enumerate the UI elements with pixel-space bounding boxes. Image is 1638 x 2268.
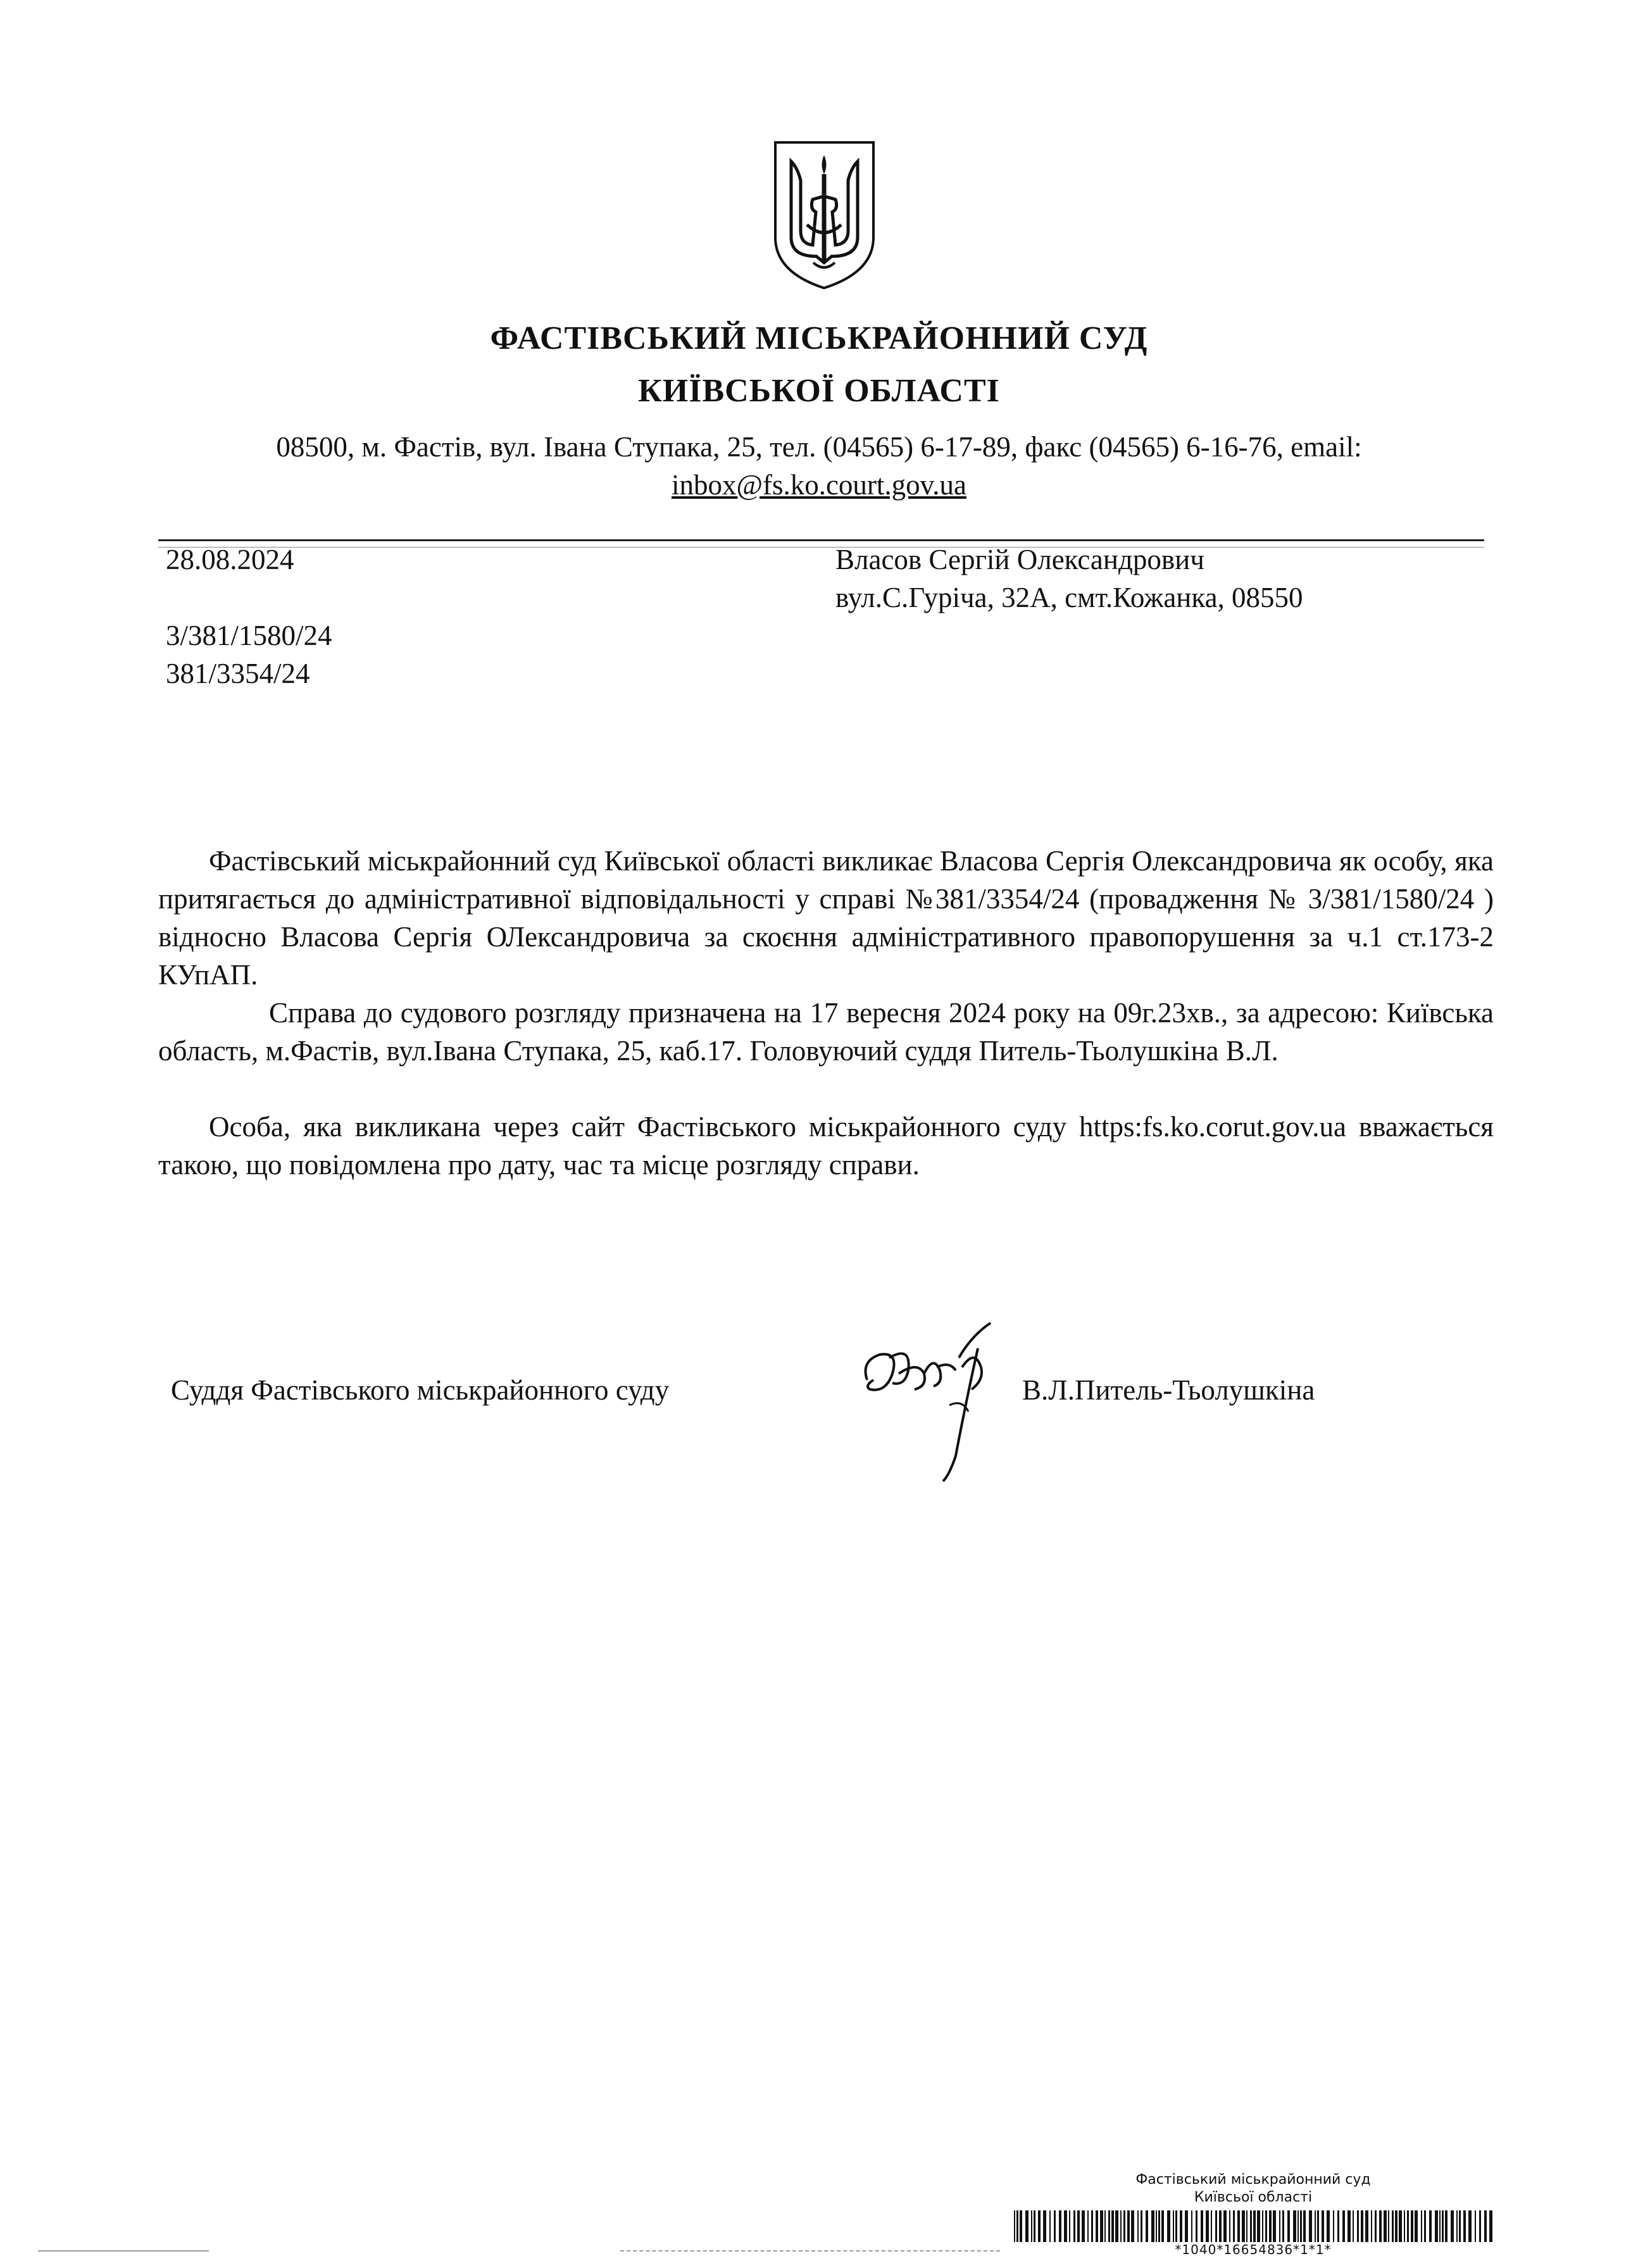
barcode-bar [1463, 2210, 1466, 2242]
barcode-bar [1439, 2210, 1441, 2242]
barcode-bar [1388, 2210, 1389, 2242]
barcode-bar [1415, 2210, 1418, 2242]
barcode-bar [1180, 2210, 1182, 2242]
barcode-bar [1445, 2210, 1447, 2242]
barcode-bar [1297, 2210, 1299, 2242]
barcode-bar [1333, 2210, 1334, 2242]
barcode-bar [1104, 2210, 1106, 2242]
barcode-bar [1161, 2210, 1164, 2242]
barcode-bar [1451, 2210, 1454, 2242]
barcode-bar [1201, 2210, 1203, 2242]
barcode-bar [1215, 2210, 1217, 2242]
barcode-bar [1073, 2210, 1075, 2242]
barcode-bar [1489, 2210, 1492, 2242]
barcode-bar [1173, 2210, 1174, 2242]
court-name-line1: ФАСТІВСЬКИЙ МІСЬКРАЙОННИЙ СУД [490, 320, 1148, 356]
signature-label: Суддя Фастівського міськрайонного суду [171, 1374, 670, 1406]
barcode-bar [1082, 2210, 1085, 2242]
barcode-bar [1269, 2210, 1272, 2242]
barcode-bar [1429, 2210, 1432, 2242]
barcode-bar [1337, 2210, 1339, 2242]
barcode [1013, 2210, 1494, 2242]
barcode-bar [1054, 2210, 1056, 2242]
barcode-bar [1309, 2210, 1312, 2242]
barcode-bar [1375, 2210, 1377, 2242]
barcode-bar [1407, 2210, 1409, 2242]
proceeding-number: 3/381/1580/24 [166, 620, 332, 651]
barcode-bar [1384, 2210, 1387, 2242]
barcode-bar [1237, 2210, 1240, 2242]
barcode-bar [1424, 2210, 1426, 2242]
body-paragraph-hearing: Справа до судового розгляду призначена на 17 вересня 2024 року на 09г.23хв., за адресою: Київська область, м.Фастів, вул.Івана Ступака, 25, каб.17. Головуючий суддя Питель-Тьолушкіна В.Л. [158, 997, 1494, 1067]
barcode-bar [1031, 2210, 1032, 2242]
barcode-bar [1246, 2210, 1247, 2242]
court-name-line2: КИЇВСЬКОЇ ОБЛАСТІ [638, 373, 1000, 409]
barcode-bar [1347, 2210, 1351, 2242]
header-divider [158, 539, 1484, 541]
barcode-bar [1404, 2210, 1405, 2242]
header-divider-thin [158, 547, 1484, 548]
barcode-bar [1025, 2210, 1028, 2242]
court-email-link[interactable]: inbox@fs.ko.court.gov.ua [672, 469, 966, 501]
barcode-bar [1151, 2210, 1154, 2242]
barcode-bar [1049, 2210, 1051, 2242]
barcode-bar [1175, 2210, 1177, 2242]
registry-stamp [1013, 2171, 1494, 2257]
barcode-bar [1229, 2210, 1230, 2242]
barcode-bar [1421, 2210, 1422, 2242]
court-address: 08500, м. Фастів, вул. Івана Ступака, 25, тел. (04565) 6-17-89, факс (04565) 6-16-76, email: [276, 431, 1362, 463]
barcode-bar [1484, 2210, 1487, 2242]
barcode-bar [1293, 2210, 1296, 2242]
barcode-bar [1315, 2210, 1316, 2242]
barcode-bar [1158, 2210, 1160, 2242]
barcode-bar [1361, 2210, 1363, 2242]
barcode-number: *1040*16654836*1*1* [1175, 2242, 1332, 2257]
barcode-bar [1300, 2210, 1302, 2242]
bottom-scan-line [38, 2250, 209, 2252]
barcode-bar [1253, 2210, 1256, 2242]
barcode-bar [1342, 2210, 1345, 2242]
barcode-bar [1111, 2210, 1114, 2242]
barcode-bar [1250, 2210, 1252, 2242]
barcode-bar [1365, 2210, 1368, 2242]
barcode-bar [1322, 2210, 1324, 2242]
barcode-bar [1141, 2210, 1142, 2242]
bottom-scan-line-dashed [620, 2250, 1000, 2252]
barcode-bar [1016, 2210, 1018, 2242]
stamp-region: Київсьої області [1194, 2190, 1313, 2205]
barcode-bar [1317, 2210, 1319, 2242]
barcode-bar [1273, 2210, 1276, 2242]
case-number: 381/3354/24 [166, 658, 310, 689]
barcode-bar [1091, 2210, 1093, 2242]
barcode-bar [1242, 2210, 1245, 2242]
barcode-bar [1399, 2210, 1402, 2242]
barcode-bar [1014, 2210, 1015, 2242]
barcode-bar [1395, 2210, 1397, 2242]
stamp-court-name: Фастівський міськрайонний суд [1135, 2172, 1371, 2188]
barcode-bar [1371, 2210, 1372, 2242]
barcode-bar [1069, 2210, 1070, 2242]
barcode-bar [1282, 2210, 1284, 2242]
barcode-bar [1096, 2210, 1098, 2242]
barcode-bar [1392, 2210, 1394, 2242]
barcode-bar [1020, 2210, 1022, 2242]
barcode-bar [1206, 2210, 1209, 2242]
barcode-bar [1196, 2210, 1197, 2242]
barcode-bar [1327, 2210, 1330, 2242]
barcode-bar [1442, 2210, 1444, 2242]
barcode-bar [1475, 2210, 1476, 2242]
recipient-address: вул.С.Гуріча, 32А, смт.Кожанка, 08550 [835, 582, 1303, 613]
barcode-bar [1435, 2210, 1438, 2242]
barcode-bar [1211, 2210, 1212, 2242]
barcode-bar [1257, 2210, 1260, 2242]
barcode-bar [1279, 2210, 1280, 2242]
barcode-bar [1479, 2210, 1481, 2242]
barcode-bar [1064, 2210, 1067, 2242]
barcode-bar [1185, 2210, 1188, 2242]
handwritten-signature [854, 1310, 1019, 1488]
barcode-bar [1191, 2210, 1192, 2242]
barcode-bar [1156, 2210, 1157, 2242]
judge-name: В.Л.Питель-Тьолушкіна [1022, 1374, 1315, 1406]
barcode-bar [1038, 2210, 1041, 2242]
barcode-bar [1357, 2210, 1359, 2242]
barcode-bar [1411, 2210, 1413, 2242]
letter-date: 28.08.2024 [166, 544, 294, 575]
barcode-bar [1087, 2210, 1089, 2242]
barcode-bar [1167, 2210, 1170, 2242]
barcode-bar [1219, 2210, 1222, 2242]
barcode-bar [1146, 2210, 1148, 2242]
barcode-bar [1034, 2210, 1035, 2242]
barcode-bar [1468, 2210, 1472, 2242]
coat-of-arms-icon [769, 136, 880, 291]
barcode-bar [1353, 2210, 1354, 2242]
barcode-bar [1137, 2210, 1139, 2242]
barcode-bar [1303, 2210, 1306, 2242]
barcode-bar [1459, 2210, 1461, 2242]
barcode-bar [1120, 2210, 1122, 2242]
recipient-name: Власов Сергій Олександрович [835, 544, 1204, 575]
barcode-bar [1100, 2210, 1103, 2242]
barcode-bar [1265, 2210, 1267, 2242]
barcode-bar [1127, 2210, 1130, 2242]
barcode-bar [1115, 2210, 1118, 2242]
barcode-bar [1123, 2210, 1125, 2242]
barcode-bar [1131, 2210, 1134, 2242]
body-paragraph-notice: Особа, яка викликана через сайт Фастівського міськрайонного суду https:fs.ko.corut.gov.ua вважається такою, що повідомлена про дату, час та місце розгляду справи. [158, 1111, 1494, 1181]
barcode-bar [1077, 2210, 1080, 2242]
barcode-bar [1059, 2210, 1061, 2242]
body-paragraph-summons: Фастівський міськрайонний суд Київської області викликає Власова Сергія Олександровича як особу, яка притягається до адміністративної відповідальності у справі №381/3354/24 (провадження № 3/381/1580/24 ) відносно Власова Сергія ОЛександровича за скоєння адміністративного правопорушення за ч.1 ст.173-2 КУпАП. [158, 845, 1494, 991]
barcode-bar [1262, 2210, 1263, 2242]
barcode-bar [1379, 2210, 1382, 2242]
barcode-bar [1223, 2210, 1227, 2242]
barcode-bar [1456, 2210, 1458, 2242]
barcode-bar [1043, 2210, 1046, 2242]
barcode-bar [1233, 2210, 1235, 2242]
barcode-bar [1108, 2210, 1110, 2242]
barcode-bar [1287, 2210, 1290, 2242]
